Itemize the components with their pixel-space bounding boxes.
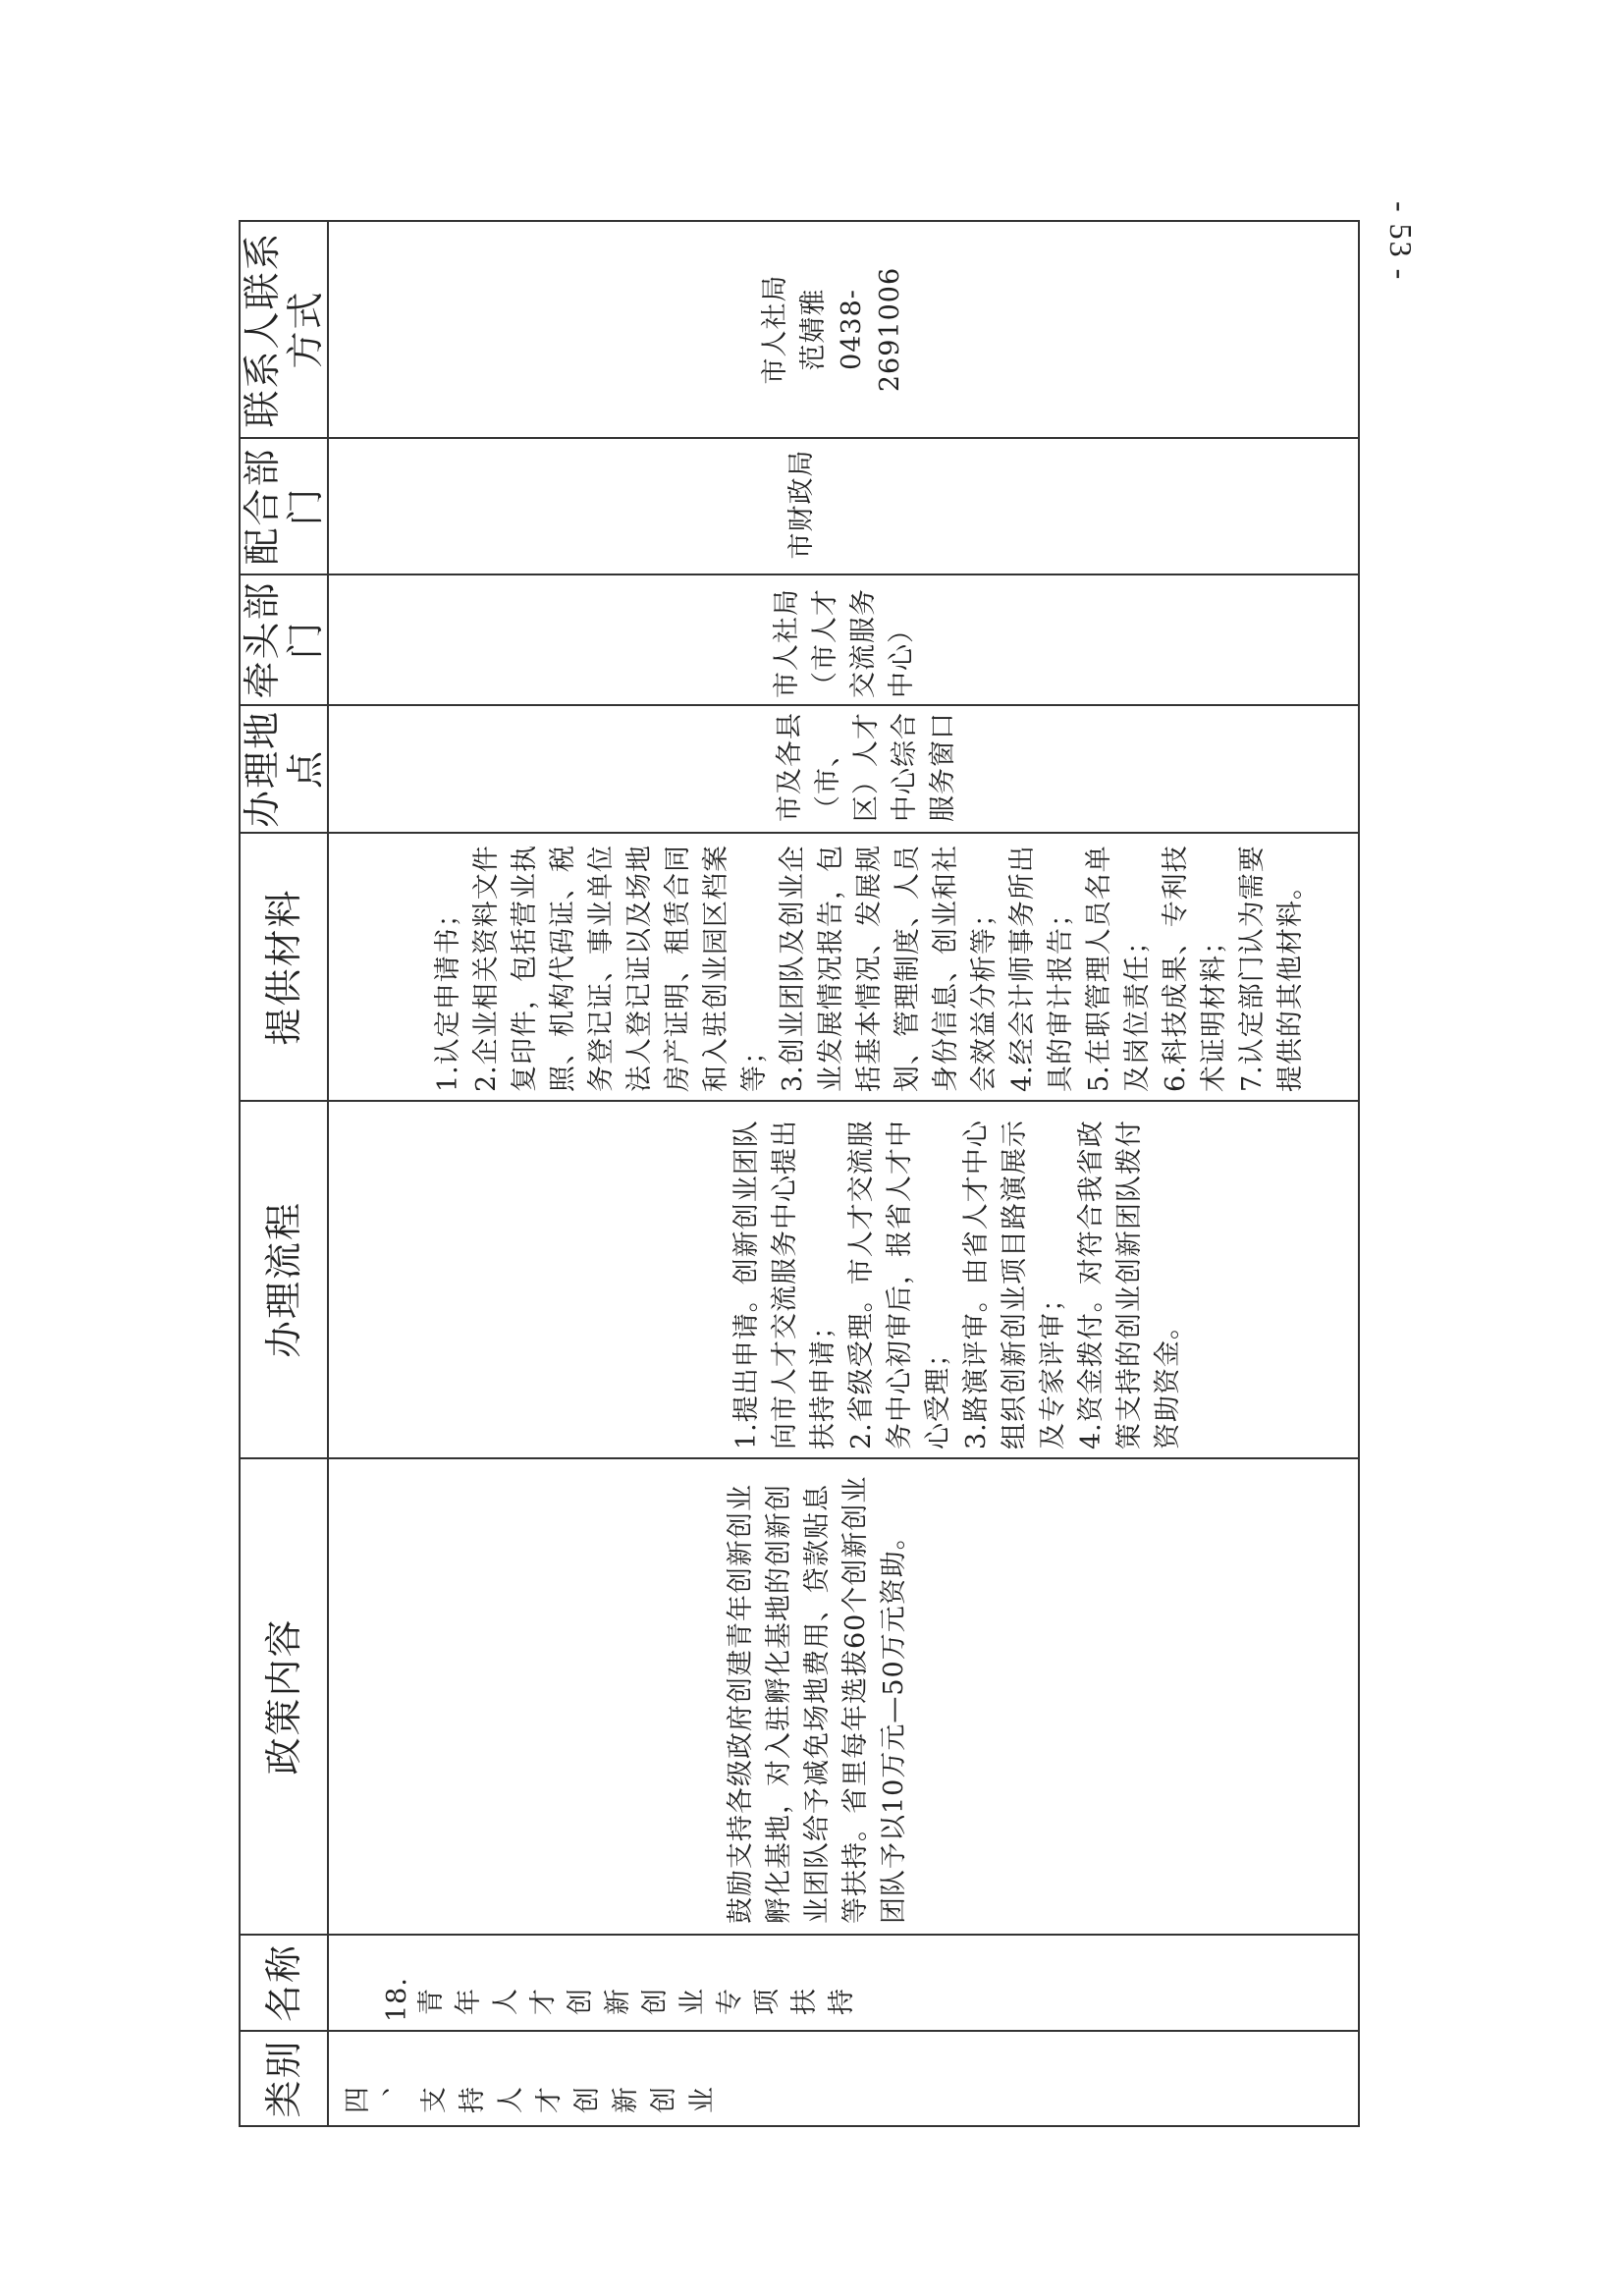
location-text: 市及各县（市、区）人才中心综合服务窗口 — [775, 712, 958, 822]
content-cell — [328, 1458, 1359, 1935]
material-item: 5.在职管理人员名单及岗位责任； — [1084, 845, 1153, 1092]
process-step: 1.提出申请。创新创业团队向市人才交流服务中心提出扶持申请； — [731, 1120, 839, 1449]
process-steps — [329, 1102, 1187, 1457]
header-name: 名称 — [240, 1935, 328, 2031]
contact-info — [329, 222, 909, 437]
materials-list — [329, 834, 1310, 1100]
category-cell — [328, 2031, 1359, 2126]
location-cell — [328, 705, 1359, 833]
policy-table — [239, 220, 1360, 2127]
header-contact: 联系人联系方式 — [240, 221, 328, 438]
contact-line: 2691006 — [875, 266, 905, 393]
lead-dept-text: 市人社局（市人才交流服务中心） — [772, 588, 917, 698]
header-process: 办理流程 — [240, 1101, 328, 1458]
process-step: 2.省级受理。市人才交流服务中心初审后，报省人才中心受理； — [846, 1120, 953, 1449]
name-cell — [328, 1935, 1359, 2031]
materials-cell — [328, 833, 1359, 1101]
coop-dept-text: 市财政局 — [786, 449, 817, 560]
header-lead-dept: 牵头部门 — [240, 574, 328, 705]
table-row — [328, 221, 1359, 2126]
material-item: 6.科技成果、专利技术证明材料； — [1161, 845, 1229, 1092]
material-item: 3.创业团队及创业企业发展情况报告，包括基本情况、发展规划、管理制度、人员身份信息、创业和社会效益分析等； — [778, 845, 1000, 1092]
header-row — [240, 221, 328, 2126]
category-text: 四、支持人才创新创业 — [343, 2088, 726, 2118]
process-step: 3.路演评审。由省人才中心组织创新创业项目路演展示及专家评审； — [961, 1120, 1068, 1449]
material-item: 7.认定部门认为需要提供的其他材料。 — [1237, 845, 1306, 1092]
policy-content-text: 鼓励支持各级政府创建青年创新创业孵化基地，对入驻孵化基地的创新创业团队给予减免场地费用、贷款贴息等扶持。省里每年选拔60个创新创业团队予以10万元—50万元资助。 — [726, 1475, 909, 1924]
header-category: 类别 — [240, 2031, 328, 2126]
lead-dept-cell — [328, 574, 1359, 705]
contact-cell — [328, 221, 1359, 438]
process-step: 4.资金拨付。对符合我省政策支持的创业创新团队拨付资助资金。 — [1076, 1120, 1183, 1449]
item-number: 18. — [382, 1977, 412, 2022]
material-item: 1.认定申请书； — [433, 900, 463, 1092]
header-materials: 提供材料 — [240, 833, 328, 1101]
material-item: 2.企业相关资料文件复印件，包括营业执照、机构代码证、税务登记证、事业单位法人登记证以及场地房产证明、租赁合同和入驻创业园区档案等； — [471, 845, 770, 1092]
coop-dept-cell — [328, 438, 1359, 574]
contact-line: 0438- — [837, 289, 867, 370]
header-coop-dept: 配合部门 — [240, 438, 328, 574]
page-number: - 53 - — [1383, 201, 1419, 282]
material-item: 4.经会计师事务所出具的审计报告； — [1007, 845, 1076, 1092]
item-name: 青年人才创新创业专项扶持 — [416, 1990, 864, 2020]
process-cell — [328, 1101, 1359, 1458]
header-content: 政策内容 — [240, 1458, 328, 1935]
rotated-table-sheet — [239, 222, 1360, 2127]
contact-line: 范婧雅 — [798, 288, 829, 371]
contact-line: 市人社局 — [760, 274, 790, 385]
header-location: 办理地点 — [240, 705, 328, 833]
